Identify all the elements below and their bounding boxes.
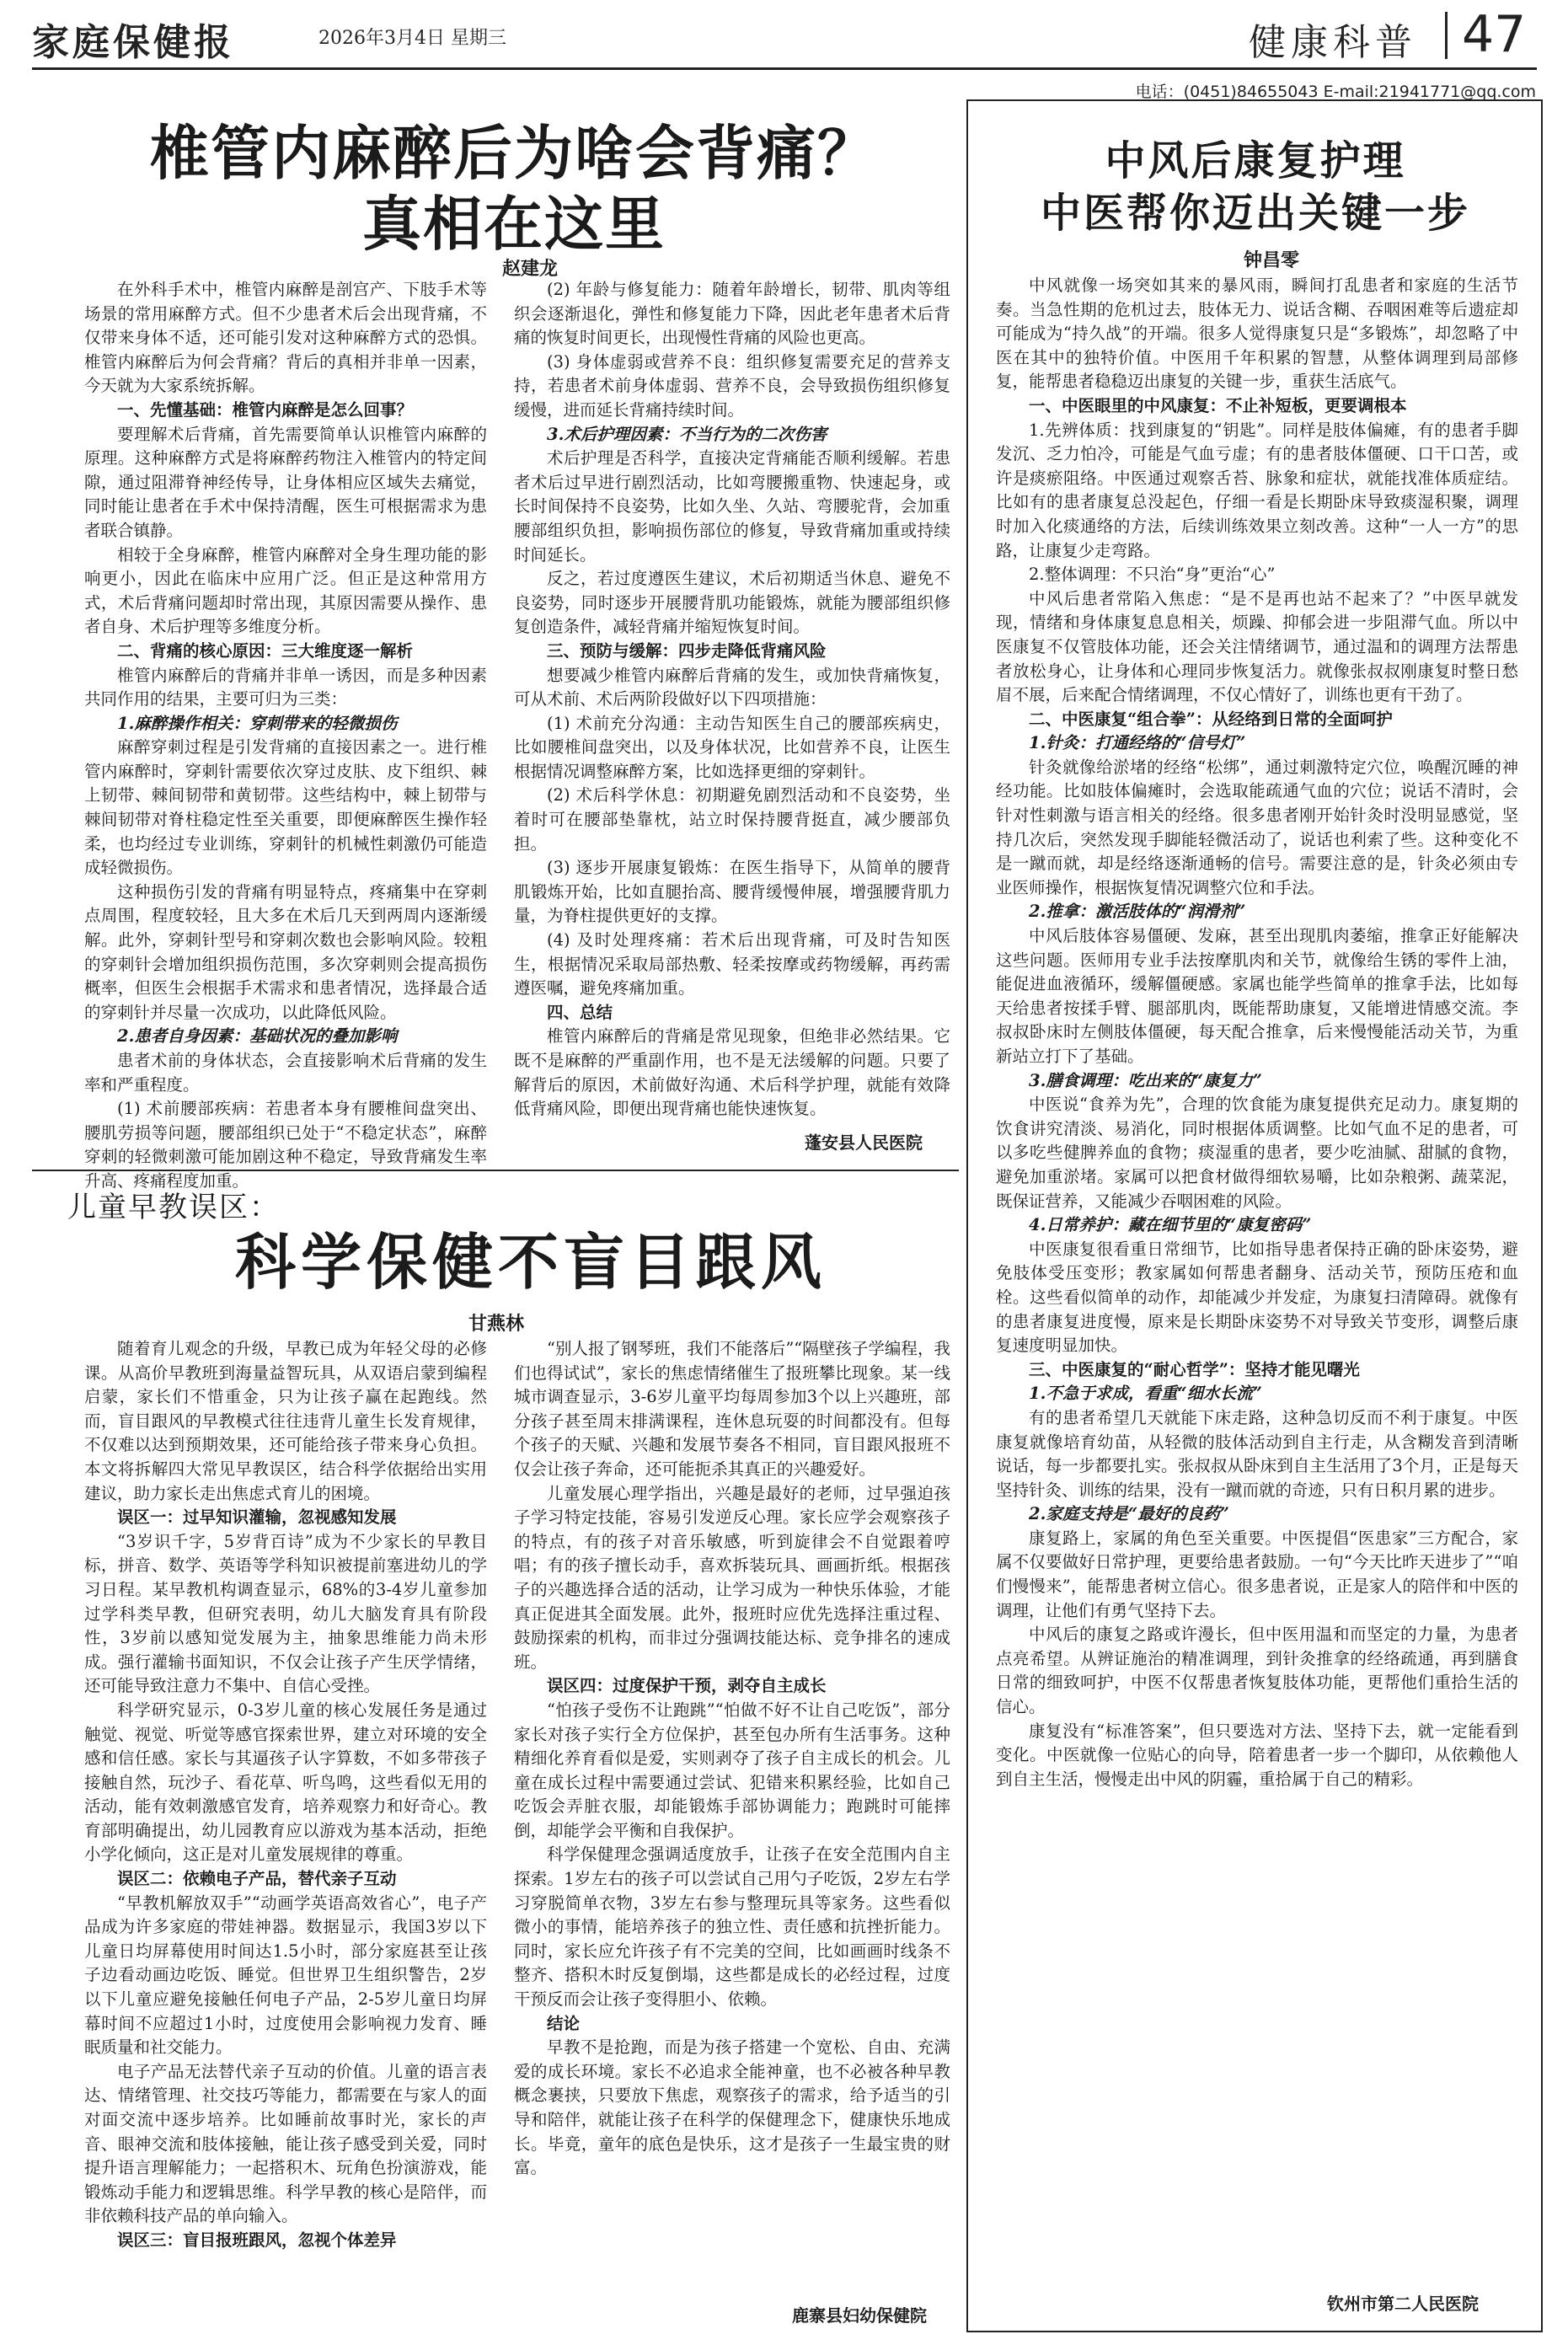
article1-column-2 [514, 278, 950, 1121]
subheading: 误区三：盲目报班跟风，忽视个体差异 [117, 2230, 397, 2250]
paragraph: 在外科手术中，椎管内麻醉是剖宫产、下肢手术等场景的常用麻醉方式。但不少患者术后会出现背痛，不仅带来身体不适，还可能引发对这种麻醉方式的恐惧。椎管内麻醉后为何会背痛？背后的真相并非单一因素，今天就为大家系统拆解。 [84, 280, 487, 396]
paragraph: 电子产品无法替代亲子互动的价值。儿童的语言表达、情绪管理、社交技巧等能力，都需要在与家人的面对面交流中逐步培养。比如睡前故事时光，家长的声音、眼神交流和肢体接触，能让孩子感受到关爱，同时提升语言理解能力；一起搭积木、玩角色扮演游戏，能锻炼动手能力和逻辑思维。科学早教的核心是陪伴，而非依赖科技产品的单向输入。 [84, 2061, 487, 2226]
paragraph: 椎管内麻醉后的背痛是常见现象，但绝非必然结果。它既不是麻醉的严重副作用，也不是无法缓解的问题。只要了解背后的原因，术前做好沟通、术后科学护理，就能有效降低背痛风险，即便出现背痛也能快速恢复。 [514, 1026, 950, 1119]
subheading: 误区四：过度保护干预，剥夺自主成长 [547, 1676, 827, 1696]
issue-date: 2026年3月4日 星期三 [318, 28, 506, 49]
article3-org: 钦州市第二人民医院 [1327, 2294, 1479, 2314]
subheading: 误区二：依赖电子产品，替代亲子互动 [117, 1869, 397, 1889]
paragraph: 科学研究显示，0-3岁儿童的核心发展任务是通过触觉、视觉、听觉等感官探索世界，建立对环境的安全感和信任感。家长与其逼孩子认字算数，不如多带孩子接触自然，玩沙子、看花草、听鸟鸣，这些看似无用的活动，能有效刺激感官发育，培养观察力和好奇心。教育部明确提出，幼儿园教育应以游戏为基本活动，拒绝小学化倾向，这正是对儿童发展规律的尊重。 [84, 1700, 487, 1865]
paragraph: 这种损伤引发的背痛有明显特点，疼痛集中在穿刺点周围，程度较轻，且大多在术后几天到两周内逐渐缓解。此外，穿刺针型号和穿刺次数也会影响风险。较粗的穿刺针会增加组织损伤范围，多次穿刺则会提高损伤概率，但医生会根据手术需求和患者情况，选择最合适的穿刺针并尽量一次成功，以此降低风险。 [84, 881, 487, 1022]
article2-org: 鹿寨县妇幼保健院 [792, 2305, 927, 2326]
paragraph: 康复没有“标准答案”，但只要选对方法、坚持下去，就一定能看到变化。中医就像一位贴心的向导，陪着患者一步一个脚印，从依赖他人到自主生活，慢慢走出中风的阴霾，重拾属于自己的精彩。 [996, 1721, 1518, 1789]
paragraph: 康复路上，家属的角色至关重要。中医提倡“医患家”三方配合，家属不仅要做好日常护理，更要给患者鼓励。一句“今天比昨天进步了”“咱们慢慢来”，能帮患者树立信心。很多患者说，正是家人的陪伴和中医的调理，让他们有勇气坚持下去。 [996, 1528, 1518, 1620]
article1-title-line2: 真相在这里 [362, 189, 666, 259]
paragraph: 中风后肢体容易僵硬、发麻，甚至出现肌肉萎缩，推拿正好能解决这些问题。医师用专业手法按摩肌肉和关节，就像给生锈的零件上油，能促进血液循环，缓解僵硬感。家属也能学些简单的推拿手法，比如每天给患者按揉手臂、腿部肌肉，既能帮助康复，又能增进情感交流。李叔叔卧床时左侧肢体僵硬，每天配合推拿，后来慢慢能活动关节，为重新站立打下了基础。 [996, 926, 1518, 1066]
paragraph: (4) 及时处理疼痛：若术后出现背痛，可及时告知医生，根据情况采取局部热敷、轻柔按摩或药物缓解，再药需遵医嘱，避免疼痛加重。 [514, 930, 950, 998]
subheading: 一、中医眼里的中风康复：不止补短板，更要调根本 [1029, 395, 1407, 415]
paragraph: (2) 年龄与修复能力：随着年龄增长，韧带、肌肉等组织会逐渐退化，弹性和修复能力下降，因此老年患者术后背痛的恢复时间更长，出现慢性背痛的风险也更高。 [514, 280, 950, 348]
paragraph: 相较于全身麻醉，椎管内麻醉对全身生理功能的影响更小，因此在临床中应用广泛。但正是这种常用方式，术后背痛问题却时常出现，其原因需要从操作、患者自身、术后护理等多维度分析。 [84, 544, 487, 637]
article1-org: 蓬安县人民医院 [805, 1132, 923, 1153]
paragraph: “怕孩子受伤不让跑跳”“怕做不好不让自己吃饭”，部分家长对孩子实行全方位保护，甚至包办所有生活事务。这种精细化养育看似是爱，实则剥夺了孩子自主成长的机会。儿童在成长过程中需要通过尝试、犯错来积累经验，比如自己吃饭会弄脏衣服，却能锻炼手部协调能力；跑跳时可能摔倒，却能学会平衡和自我保护。 [514, 1700, 950, 1840]
article1-title-line1: 椎管内麻醉后为啥会背痛？ [150, 118, 878, 188]
paragraph: 中医康复很看重日常细节，比如指导患者保持正确的卧床姿势，避免肢体受压变形；教家属如何帮患者翻身、活动关节，预防压疮和血栓。这些看似简单的动作，却能减少并发症，为康复扫清障碍。就像有的患者康复进度慢，原来是长期卧床姿势不对导致关节变形，调整后康复速度明显加快。 [996, 1239, 1518, 1356]
paragraph: (3) 逐步开展康复锻炼：在医生指导下，从简单的腰背肌锻炼开始，比如直腿抬高、腰背缓慢伸展，增强腰背肌力量，为脊柱提供更好的支撑。 [514, 858, 950, 926]
subheading: 四、总结 [547, 1002, 613, 1022]
paragraph: “早教机解放双手”“动画学英语高效省心”，电子产品成为许多家庭的带娃神器。数据显示，我国3岁以下儿童日均屏幕使用时间达1.5小时，部分家庭甚至让孩子边看动画边吃饭、睡觉。但世界卫生组织警告，2岁以下儿童应避免接触任何电子产品，2-5岁儿童日均屏幕时间不应超过1小时，过度使用会影响视力发育、睡眠质量和社交能力。 [84, 1893, 487, 2058]
article1-title [110, 118, 918, 260]
paragraph: 想要减少椎管内麻醉后背痛的发生，或加快背痛恢复，可从术前、术后两阶段做好以下四项措施： [514, 665, 950, 709]
paragraph: 2.整体调理：不只治“身”更治“心” [1029, 565, 1276, 585]
masthead: 家庭保健报 [32, 21, 234, 64]
paragraph: (1) 术前充分沟通：主动告知医生自己的腰部疾病史，比如腰椎间盘突出，以及身体状况，比如营养不良，让医生根据情况调整麻醉方案，比如选择更细的穿刺针。 [514, 713, 950, 781]
subheading: 3.术后护理因素：不当行为的二次伤害 [547, 424, 827, 444]
paragraph: 中医说“食养为先”，合理的饮食能为康复提供充足动力。康复期的饮食讲究清淡、易消化，同时根据体质调整。比如气血不足的患者，可以多吃些健脾养血的食物；痰湿重的患者，要少吃油腻、甜腻的食物，避免加重淤堵。家属可以把食材做得细软易嚼，比如杂粮粥、蔬菜泥，既保证营养，又能减少吞咽困难的风险。 [996, 1095, 1518, 1211]
article3-author: 钟昌零 [1244, 249, 1300, 271]
section-title: 健康科普 [1249, 21, 1417, 64]
header-rule [32, 67, 1537, 70]
article3-title-line2: 中医帮你迈出关键一步 [1040, 190, 1470, 237]
paragraph: 术后护理是否科学，直接决定背痛能否顺利缓解。若患者术后过早进行剧烈活动，比如弯腰搬重物、快速起身，或长时间保持不良姿势，比如久坐、久站、弯腰驼背，会加重腰部组织负担，影响损伤部位的修复，导致背痛加重或持续时间延长。 [514, 448, 950, 565]
subheading: 三、预防与缓解：四步走降低背痛风险 [547, 640, 827, 661]
subheading: 1.麻醉操作相关：穿刺带来的轻微损伤 [117, 713, 398, 733]
subheading: 1.不急于求成，看重“细水长流” [1029, 1384, 1262, 1404]
paragraph: 随着育儿观念的升级，早教已成为年轻父母的必修课。从高价早教班到海量益智玩具，从双语启蒙到编程启蒙，家长们不惜重金，只为让孩子赢在起跑线。然而，盲目跟风的早教模式往往违背儿童生长发育规律，不仅难以达到预期效果，还可能给孩子带来身心负担。本文将拆解四大常见早教误区，结合科学依据给出实用建议，助力家长走出焦虑式育儿的困境。 [84, 1339, 487, 1503]
paragraph: 要理解术后背痛，首先需要简单认识椎管内麻醉的原理。这种麻醉方式是将麻醉药物注入椎管内的特定间隙，通过阻滞脊神经传导，让身体相应区域失去痛觉，同时能让患者在手术中保持清醒，医生可根据需求为患者联合镇静。 [84, 424, 487, 540]
paragraph: 麻醉穿刺过程是引发背痛的直接因素之一。进行椎管内麻醉时，穿刺针需要依次穿过皮肤、皮下组织、棘上韧带、棘间韧带和黄韧带。这些结构中，棘上韧带与棘间韧带对脊柱稳定性至关重要，即便麻醉医生操作轻柔，也均经过专业训练，穿刺针的机械性刺激仍可能造成轻微损伤。 [84, 737, 487, 878]
subheading: 三、中医康复的“耐心哲学”：坚持才能见曙光 [1029, 1359, 1360, 1379]
subheading: 误区一：过早知识灌输，忽视感知发展 [117, 1507, 397, 1528]
subheading: 2.患者自身因素：基础状况的叠加影响 [117, 1026, 398, 1047]
subheading: 二、中医康复“组合拳”：从经络到日常的全面呵护 [1029, 709, 1393, 729]
article2-column-1 [84, 1337, 487, 2332]
paragraph: 有的患者希望几天就能下床走路，这种急切反而不利于康复。中医康复就像培育幼苗，从轻微的肢体活动到自主行走，从含糊发音到清晰说话，每一步都要扎实。张叔叔从卧床到自主生活用了3个月，正是每天坚持针灸、训练的结果，没有一蹴而就的奇迹，只有日积月累的进步。 [996, 1407, 1518, 1500]
article2-title: 科学保健不盲目跟风 [234, 1226, 827, 1298]
paragraph: “3岁识千字，5岁背百诗”成为不少家长的早教目标，拼音、数学、英语等学科知识被提前塞进幼儿的学习日程。某早教机构调查显示，68%的3-4岁儿童参加过学科类早教，但研究表明，幼儿大脑发育具有阶段性，3岁前以感知觉发展为主，抽象思维能力尚未形成。强行灌输书面知识，不仅会让孩子产生厌学情绪，还可能导致注意力不集中、自信心受挫。 [84, 1531, 487, 1696]
subheading: 一、先懂基础：椎管内麻醉是怎么回事？ [117, 399, 414, 420]
paragraph: (1) 术前腰部疾病：若患者本身有腰椎间盘突出、腰肌劳损等问题，腰部组织已处于“不稳定状态”，麻醉穿刺的轻微刺激可能加剧这种不稳定，导致背痛发生率升高、疼痛程度加重。 [84, 1099, 487, 1191]
article3-body [996, 274, 1518, 2279]
paragraph: 针灸就像给淤堵的经络“松绑”，通过刺激特定穴位，唤醒沉睡的神经功能。比如肢体偏瘫时，会选取能疏通气血的穴位；说话不清时，会针对性刺激与语言相关的经络。很多患者刚开始针灸时没明显感觉，坚持几次后，突然发现手脚能轻微活动了，说话也利索了些。这种变化不是一蹴而就，却是经络逐渐通畅的信号。需要注意的是，针灸必须由专业医师操作，根据恢复情况调整穴位和手法。 [996, 757, 1518, 897]
contact-info: 电话：(0451)84655043 E-mail:21941771@qq.com [1135, 83, 1536, 101]
article-divider [32, 1170, 959, 1171]
subheading: 二、背痛的核心原因：三大维度逐一解析 [117, 640, 414, 661]
paragraph: (2) 术后科学休息：初期避免剧烈活动和不良姿势，坐着时可在腰部垫靠枕，站立时保持腰背挺直，减少腰部负担。 [514, 785, 950, 854]
paragraph: 早教不是抢跑，而是为孩子搭建一个宽松、自由、充满爱的成长环境。家长不必追求全能神童，也不必被各种早教概念裹挟，只要放下焦虑，观察孩子的需求，给予适当的引导和陪伴，就能让孩子在科学的保健理念下，健康快乐地成长。毕竟，童年的底色是快乐，这才是孩子一生最宝贵的财富。 [514, 2037, 950, 2178]
paragraph: 中风后的康复之路或许漫长，但中医用温和而坚定的力量，为患者点亮希望。从辨证施治的精准调理，到针灸推拿的经络疏通，再到膳食日常的细致呵护，中医不仅帮患者恢复肢体功能，更帮他们重拾生活的信心。 [996, 1625, 1518, 1717]
subheading: 4.日常养护：藏在细节里的“康复密码” [1029, 1215, 1312, 1235]
paragraph: 儿童发展心理学指出，兴趣是最好的老师，过早强迫孩子学习特定技能，容易引发逆反心理。家长应学会观察孩子的特点，有的孩子对音乐敏感，听到旋律会不自觉跟着哼唱；有的孩子擅长动手，喜欢拆装玩具、画画折纸。根据孩子的兴趣选择合适的活动，让学习成为一种快乐体验，才能真正促进其全面发展。此外，报班时应优先选择注重过程、鼓励探索的机构，而非过分强调技能达标、竞争排名的速成班。 [514, 1483, 950, 1672]
paragraph: (3) 身体虚弱或营养不良：组织修复需要充足的营养支持，若患者术前身体虚弱、营养不良，会导致损伤组织修复缓慢，进而延长背痛持续时间。 [514, 351, 950, 420]
paragraph: 中风后患者常陷入焦虑：“是不是再也站不起来了？”中医早就发现，情绪和身体康复息息相关，烦躁、抑郁会进一步阻滞气血。所以中医康复不仅管肢体功能，还会关注情绪调节，通过温和的调理方法帮患者放松身心，让身体和心理同步恢复活力。就像张叔叔刚康复时整日愁眉不展，后来配合情绪调理，不仅心情好了，训练也更有干劲了。 [996, 588, 1518, 705]
article3-title [969, 135, 1542, 239]
subheading: 3.膳食调理：吃出来的“康复力” [1029, 1070, 1262, 1090]
article1-column-1 [84, 278, 487, 1191]
paragraph: 椎管内麻醉后的背痛并非单一诱因，而是多种因素共同作用的结果，主要可归为三类： [84, 665, 487, 709]
subheading: 1.针灸：打通经络的“信号灯” [1029, 733, 1246, 753]
paragraph: 中风就像一场突如其来的暴风雨，瞬间打乱患者和家庭的生活节奏。当急性期的危机过去，肢体无力、说话含糊、吞咽困难等后遗症却可能成为“持久战”的开端。很多人觉得康复只是“多锻炼”，却忽略了中医在其中的独特价值。中医用千年积累的智慧，从整体调理到局部修复，能帮患者稳稳迈出康复的关键一步，重获生活底气。 [996, 276, 1518, 392]
article2-author: 甘燕林 [468, 1313, 525, 1335]
subheading: 2.推拿：激活肢体的“润滑剂” [1029, 902, 1246, 922]
paragraph: 1.先辨体质：找到康复的“钥匙”。同样是肢体偏瘫，有的患者手脚发沉、乏力怕冷，可能是气血亏虚；有的患者肢体僵硬、口干口苦，或许是痰瘀阻络。中医通过观察舌苔、脉象和症状，就能找准体质症结。比如有的患者康复总没起色，仔细一看是长期卧床导致痰湿积聚，调理时加入化痰通络的方法，后续训练效果立刻改善。这种“一人一方”的思路，让康复少走弯路。 [996, 420, 1518, 560]
article1-author: 赵建龙 [502, 258, 559, 280]
article3-title-line1: 中风后康复护理 [1105, 137, 1406, 185]
subheading: 2.家庭支持是“最好的良药” [1029, 1504, 1229, 1524]
paragraph: 患者术前的身体状态，会直接影响术后背痛的发生率和严重程度。 [84, 1051, 487, 1095]
article2-kicker: 儿童早教误区： [67, 1191, 280, 1224]
article2-column-2 [514, 1337, 950, 2289]
paragraph: 反之，若过度遵医生建议，术后初期适当休息、避免不良姿势，同时逐步开展腰背肌功能锻炼，就能为腰部组织修复创造条件，减轻背痛并缩短恢复时间。 [514, 569, 950, 637]
page-number: 47 [1462, 5, 1527, 64]
paragraph: 科学保健理念强调适度放手，让孩子在安全范围内自主探索。1岁左右的孩子可以尝试自己用勺子吃饭，2岁左右学习穿脱简单衣物，3岁左右参与整理玩具等家务。这些看似微小的事情，能培养孩子的独立性、责任感和抗挫折能力。同时，家长应允许孩子有不完美的空间，比如画画时线条不整齐、搭积木时反复倒塌，这些都是成长的必经过程，过度干预反而会让孩子变得胆小、依赖。 [514, 1844, 950, 2010]
header-divider [1445, 12, 1448, 59]
subheading: 结论 [547, 2013, 581, 2033]
paragraph: “别人报了钢琴班，我们不能落后”“隔壁孩子学编程，我们也得试试”，家长的焦虑情绪催生了报班攀比现象。某一线城市调查显示，3-6岁儿童平均每周参加3个以上兴趣班，部分孩子甚至周末排满课程，连休息玩耍的时间都没有。但每个孩子的天赋、兴趣和发展节奏各不相同，盲目跟风报班不仅会让孩子奔命，还可能扼杀其真正的兴趣爱好。 [514, 1339, 950, 1479]
